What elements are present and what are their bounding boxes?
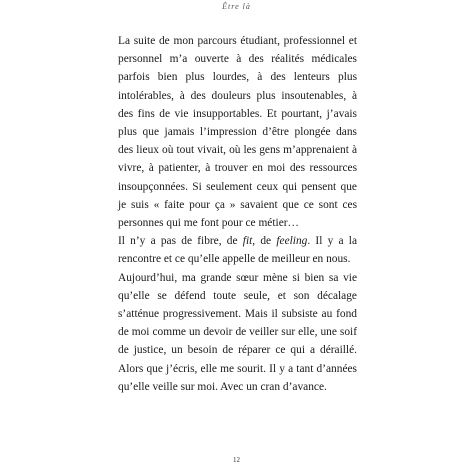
body-text [118,32,357,396]
italic-fit: fit [242,235,253,248]
italic-feeling: feeling [276,235,308,248]
page-number: 12 [233,456,240,464]
paragraph-3: Aujourd’hui, ma grande sœur mène si bien sa vie qu’elle se défend toute seule, et son décalage s’atténue progressivement. Mais il subsiste au fond de moi comme un devoir de veiller sur elle, une soif de justice, un besoin de réparer ce qui a déraillé. Alors que j’écris, elle me sourit. Il y a tant d’années qu’elle veille sur moi. Avec un cran d’avance. [118,271,357,393]
paragraph-2: Il n’y a pas de fibre, de fit, de feeling. Il y a la rencontre et ce qu’elle appelle de meilleur en nous. [118,235,358,266]
running-head: Être là [222,2,251,11]
paragraph-1: La suite de mon parcours étudiant, professionnel et personnel m’a ouverte à des réalités médicales parfois bien plus lourdes, à des lenteurs plus intolérables, à des douleurs plus insoutenables, à des fins de vie insupportables. Et pourtant, j’avais plus que jamais l’impression d’être plongée dans des lieux où tout vivait, où les gens m’apprenaient à vivre, à patienter, à trouver en moi des ressources insoupçonnées. Si seulement ceux qui pensent que je suis « faite pour ça » savaient que ce sont ces personnes qui me font pour ce métier… [118,35,357,230]
